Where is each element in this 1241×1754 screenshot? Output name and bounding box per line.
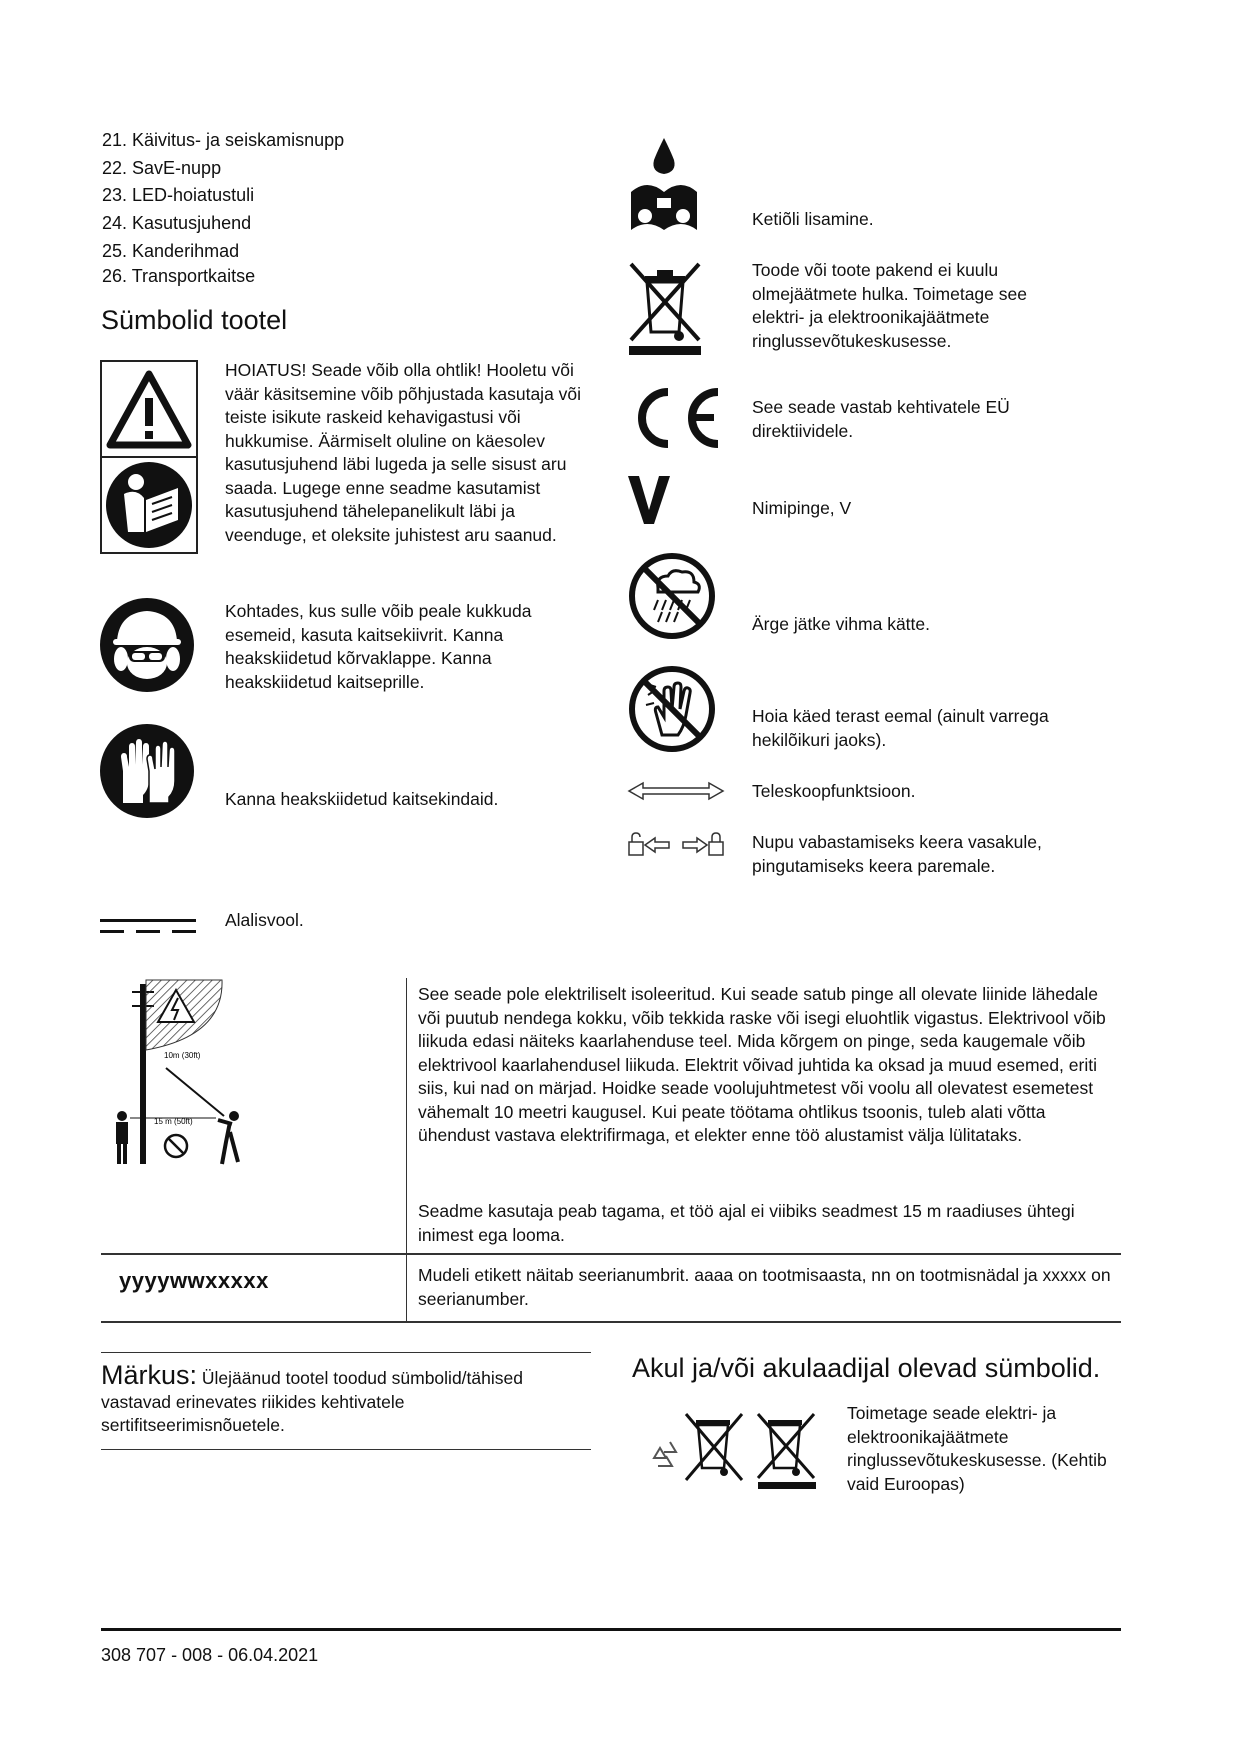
ce-mark-icon <box>628 386 724 450</box>
footer-doc-number: 308 707 - 008 - 06.04.2021 <box>101 1645 319 1665</box>
weee-bin-icon <box>627 260 703 356</box>
list-item: 21. Käivitus- ja seiskamisnupp <box>102 130 345 150</box>
table-divider <box>101 1321 1121 1323</box>
dc-text: Alalisvool. <box>225 910 304 930</box>
weee-text: Toode või toote pakend ei kuulu olmejäätmete hulka. Toimetage see elektri- ja elektroonikajäätmete ringlussevõtukeskusesse. <box>752 260 1027 351</box>
lock-text: Nupu vabastamiseks keera vasakule, pingutamiseks keera paremale. <box>752 832 1042 876</box>
warning-manual-icon <box>100 360 198 554</box>
list-item: 24. Kasutusjuhend <box>102 213 252 233</box>
distance-15m-label: 15 m (50ft) <box>154 1117 193 1126</box>
footer-rule <box>101 1628 1121 1631</box>
list-item: 23. LED-hoiatustuli <box>102 185 255 205</box>
telescope-text: Teleskoopfunktsioon. <box>752 781 916 801</box>
distance-10m-label: 10m (30ft) <box>164 1051 201 1060</box>
helmet-text: Kohtades, kus sulle võib peale kukkuda esemeid, kasuta kaitsekiivrit. Kanna heakskiidetud kõrvaklappe. Kanna heakskiidetud kaitseprille. <box>225 601 532 692</box>
section-title: Sümbolid tootel <box>101 305 288 335</box>
note-divider <box>101 1449 591 1450</box>
hands-text: Hoia käed terast eemal (ainult varrega hekilõikuri jaoks). <box>752 706 1049 750</box>
serial-code: yyyywwxxxxx <box>119 1268 269 1293</box>
electric-warning-text: See seade pole elektriliselt isoleeritud. Kui seade satub pinge all olevate liinide lähedale või puutub nendega kokku, võib tekkida raske või isegi eluohtlik vigastus. Elektrivool võib liikuda edasi näiteks kaarlahenduse teel. Mida kõrgem on pinge, seda kaugemale võib elektrivool kaarlahendusel liikuda. Elektrit võivad juhtida ka oksad ja muud esemed, eriti siis, kui nad on märjad. Hoidke seade voolujuhtmetest või voolu all olevatest esemetest vähemalt 10 meetri kaugusel. Kui peate töötama ohtlikus tsoonis, tuleb alati võtta ühendust vastava elektrifirmaga, et elekter enne töö alustamist välja lülitataks. <box>418 984 1106 1145</box>
battery-text: Toimetage seade elektri- ja elektroonikajäätmete ringlussevõtukeskusesse. (Kehtib vaid Euroopas) <box>847 1403 1107 1494</box>
list-item: 22. SavE-nupp <box>102 158 222 178</box>
list-item: 26. Transportkaitse <box>102 266 256 286</box>
note-block <box>101 1360 591 1438</box>
voltage-v-icon <box>628 476 670 524</box>
direct-current-icon <box>100 917 196 937</box>
note-text: Ülejäänud tootel toodud sümbolid/tähised vastavad erinevates riikides kehtivatele sertifitseerimisnõuetele. <box>101 1368 523 1435</box>
note-label: Märkus: <box>101 1360 198 1390</box>
gloves-icon <box>99 723 195 819</box>
no-rain-icon <box>628 552 716 640</box>
ce-text: See seade vastab kehtivatele EÜ direktiividele. <box>752 397 1010 441</box>
gloves-text: Kanna heakskiidetud kaitsekindaid. <box>225 789 499 809</box>
warning-text: HOIATUS! Seade võib olla ohtlik! Hooletu või väär käsitsemine võib põhjustada kasutaja või teiste isikute raskeid kehavigastusi või hukkumise. Äärmiselt oluline on käesolev kasutusjuhend läbi lugeda ja selle sisust aru saada. Lugege enne seadme kasutamist kasutusjuhend tähelepanelikult läbi ja veenduge, et oleksite juhistest aru saanud. <box>225 360 582 545</box>
keep-hands-away-icon <box>628 665 716 753</box>
battery-section-title: Akul ja/või akulaadijal olevad sümbolid. <box>632 1353 1101 1383</box>
oil-drop-icon <box>627 138 701 238</box>
note-divider <box>101 1352 591 1353</box>
helmet-goggles-earmuffs-icon <box>99 597 195 693</box>
table-divider <box>406 978 407 1322</box>
telescope-arrow-icon <box>627 781 725 801</box>
power-line-hazard-diagram <box>112 978 262 1168</box>
lock-unlock-icon <box>627 831 725 857</box>
bystander-warning-text: Seadme kasutaja peab tagama, et töö ajal ei viibiks seadmest 15 m raadiuses ühtegi inimest ega looma. <box>418 1201 1075 1245</box>
table-divider <box>101 1253 1121 1255</box>
list-item: 25. Kanderihmad <box>102 241 240 261</box>
voltage-text: Nimipinge, V <box>752 498 852 518</box>
recycle-weee-icons <box>646 1410 832 1490</box>
rain-text: Ärge jätke vihma kätte. <box>752 614 930 634</box>
oil-text: Ketiõli lisamine. <box>752 209 874 229</box>
serial-description: Mudeli etikett näitab seerianumbrit. aaaa on tootmisaasta, nn on tootmisnädal ja xxxxx on seerianumber. <box>418 1265 1111 1309</box>
